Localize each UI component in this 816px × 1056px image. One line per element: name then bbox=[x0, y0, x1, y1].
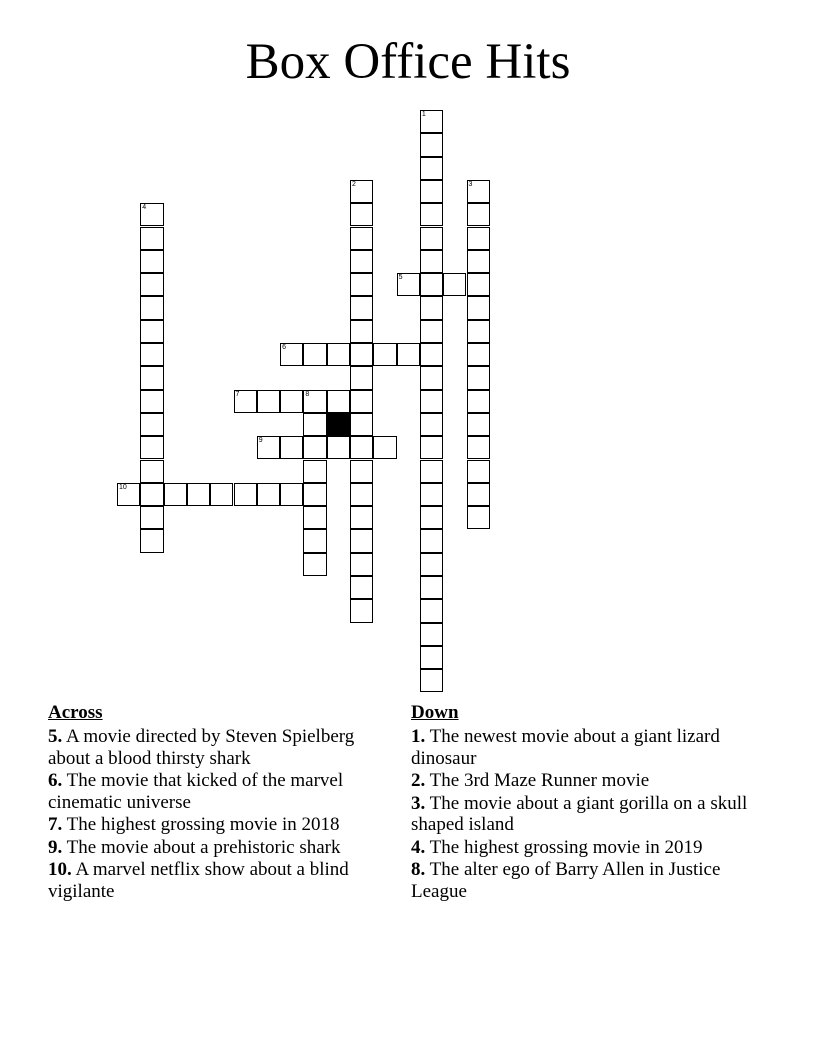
grid-cell[interactable] bbox=[140, 296, 163, 319]
grid-cell[interactable] bbox=[350, 553, 373, 576]
grid-cell[interactable] bbox=[117, 483, 140, 506]
grid-cell[interactable] bbox=[187, 483, 210, 506]
clue-text: The highest grossing movie in 2019 bbox=[429, 836, 703, 858]
grid-cell[interactable] bbox=[303, 483, 326, 506]
grid-cell[interactable] bbox=[350, 529, 373, 552]
clue-number: 2. bbox=[411, 770, 426, 791]
grid-cell[interactable] bbox=[420, 390, 443, 413]
clue-number-label: 10 bbox=[119, 483, 127, 491]
clue-number: 1. bbox=[411, 726, 426, 747]
clue-number: 8. bbox=[411, 859, 426, 880]
clue-across-9 bbox=[48, 837, 378, 859]
clue-text: The alter ego of Barry Allen in Justice League bbox=[411, 859, 721, 902]
grid-cell[interactable] bbox=[420, 646, 443, 669]
grid-cell[interactable] bbox=[140, 366, 163, 389]
grid-cell[interactable] bbox=[467, 366, 490, 389]
grid-cell[interactable] bbox=[350, 343, 373, 366]
clue-down-8 bbox=[411, 859, 751, 902]
grid-cell[interactable] bbox=[164, 483, 187, 506]
grid-cell[interactable] bbox=[140, 343, 163, 366]
grid-cell[interactable] bbox=[234, 390, 257, 413]
clue-number: 6. bbox=[48, 770, 63, 791]
grid-cell[interactable] bbox=[467, 460, 490, 483]
grid-cell[interactable] bbox=[420, 366, 443, 389]
grid-cell[interactable] bbox=[467, 180, 490, 203]
grid-cell[interactable] bbox=[303, 413, 326, 436]
clue-number-label: 3 bbox=[468, 180, 473, 188]
clue-down-1 bbox=[411, 726, 751, 769]
grid-cell[interactable] bbox=[420, 669, 443, 692]
grid-cell[interactable] bbox=[257, 390, 280, 413]
grid-cell[interactable] bbox=[350, 390, 373, 413]
clue-number: 9. bbox=[48, 836, 63, 858]
grid-cell[interactable] bbox=[140, 483, 163, 506]
clue-number-label: 2 bbox=[352, 180, 356, 188]
grid-cell[interactable] bbox=[443, 273, 466, 296]
grid-cell[interactable] bbox=[420, 250, 443, 273]
clue-text: The highest grossing movie in 2018 bbox=[66, 814, 340, 835]
clue-number: 10. bbox=[48, 859, 72, 880]
grid-cell[interactable] bbox=[420, 296, 443, 319]
clue-across-10 bbox=[48, 859, 378, 902]
grid-cell[interactable] bbox=[280, 483, 303, 506]
grid-cell[interactable] bbox=[350, 180, 373, 203]
grid-cell[interactable] bbox=[327, 390, 350, 413]
grid-cell[interactable] bbox=[350, 320, 373, 343]
grid-cell[interactable] bbox=[467, 296, 490, 319]
grid-cell[interactable] bbox=[303, 553, 326, 576]
grid-cell[interactable] bbox=[420, 320, 443, 343]
grid-cell[interactable] bbox=[140, 203, 163, 226]
grid-cell[interactable] bbox=[420, 203, 443, 226]
grid-cell[interactable] bbox=[303, 390, 326, 413]
grid-cell[interactable] bbox=[280, 436, 303, 459]
grid-cell[interactable] bbox=[350, 483, 373, 506]
clue-number-label: 4 bbox=[142, 204, 147, 212]
grid-cell[interactable] bbox=[420, 180, 443, 203]
grid-cell[interactable] bbox=[140, 273, 163, 296]
grid-cell[interactable] bbox=[303, 506, 326, 529]
clue-down-2 bbox=[411, 770, 751, 792]
grid-cell[interactable] bbox=[280, 390, 303, 413]
grid-cell[interactable] bbox=[327, 343, 350, 366]
grid-cell[interactable] bbox=[140, 529, 163, 552]
clue-down-3 bbox=[411, 793, 751, 836]
grid-cell[interactable] bbox=[420, 460, 443, 483]
grid-cell[interactable] bbox=[420, 576, 443, 599]
clue-text: A movie directed by Steven Spielberg about a blood thirsty shark bbox=[48, 726, 355, 769]
clue-number: 7. bbox=[48, 814, 63, 835]
grid-cell[interactable] bbox=[257, 483, 280, 506]
clue-number-label: 1 bbox=[421, 111, 426, 118]
grid-cell[interactable] bbox=[373, 436, 396, 459]
across-clues bbox=[48, 702, 378, 903]
grid-cell[interactable] bbox=[467, 273, 490, 296]
grid-cell[interactable] bbox=[467, 227, 490, 250]
page-title: Box Office Hits bbox=[245, 34, 571, 90]
across-heading: Across bbox=[48, 702, 103, 723]
grid-cell[interactable] bbox=[420, 110, 443, 133]
grid-cell[interactable] bbox=[420, 599, 443, 622]
clue-across-7 bbox=[48, 814, 378, 836]
grid-cell[interactable] bbox=[420, 133, 443, 156]
grid-cell[interactable] bbox=[420, 436, 443, 459]
down-clues bbox=[411, 702, 751, 903]
grid-cell[interactable] bbox=[140, 506, 163, 529]
clue-number: 5. bbox=[48, 726, 63, 747]
down-heading: Down bbox=[411, 702, 459, 723]
grid-cell[interactable] bbox=[420, 273, 443, 296]
grid-cell[interactable] bbox=[350, 203, 373, 226]
clue-down-4 bbox=[411, 837, 751, 859]
clue-number-label: 9 bbox=[258, 437, 263, 445]
grid-cell[interactable] bbox=[420, 227, 443, 250]
grid-cell[interactable] bbox=[467, 203, 490, 226]
grid-cell[interactable] bbox=[420, 506, 443, 529]
grid-cell[interactable] bbox=[420, 529, 443, 552]
grid-cell[interactable] bbox=[257, 436, 280, 459]
clue-text: A marvel netflix show about a blind vigilante bbox=[48, 859, 349, 902]
clue-text: The newest movie about a giant lizard dinosaur bbox=[411, 726, 720, 769]
grid-cell[interactable] bbox=[397, 273, 420, 296]
grid-cell[interactable] bbox=[234, 483, 257, 506]
grid-cell[interactable] bbox=[467, 320, 490, 343]
clue-text: The movie that kicked of the marvel cinematic universe bbox=[48, 770, 344, 813]
grid-cell[interactable] bbox=[140, 320, 163, 343]
grid-cell[interactable] bbox=[420, 483, 443, 506]
grid-cell[interactable] bbox=[350, 506, 373, 529]
grid-cell[interactable] bbox=[420, 623, 443, 646]
grid-cell[interactable] bbox=[303, 436, 326, 459]
clue-number-label: 5 bbox=[398, 274, 403, 282]
clue-text: The movie about a giant gorilla on a skull shaped island bbox=[411, 792, 748, 835]
grid-cell[interactable] bbox=[350, 250, 373, 273]
grid-cell[interactable] bbox=[373, 343, 396, 366]
grid-cell[interactable] bbox=[467, 506, 490, 529]
grid-cell[interactable] bbox=[140, 227, 163, 250]
grid-cell[interactable] bbox=[140, 250, 163, 273]
grid-cell[interactable] bbox=[350, 413, 373, 436]
grid-cell[interactable] bbox=[467, 436, 490, 459]
grid-cell[interactable] bbox=[350, 296, 373, 319]
grid-cell[interactable] bbox=[350, 436, 373, 459]
grid-cell[interactable] bbox=[140, 436, 163, 459]
clue-number: 4. bbox=[411, 836, 426, 858]
grid-cell[interactable] bbox=[467, 483, 490, 506]
grid-cell[interactable] bbox=[327, 436, 350, 459]
clue-text: The 3rd Maze Runner movie bbox=[429, 770, 650, 791]
grid-cell[interactable] bbox=[350, 273, 373, 296]
grid-cell[interactable] bbox=[280, 343, 303, 366]
clue-number-label: 8 bbox=[305, 390, 310, 398]
grid-cell[interactable] bbox=[467, 250, 490, 273]
grid-cell[interactable] bbox=[350, 576, 373, 599]
grid-cell[interactable] bbox=[397, 343, 420, 366]
grid-cell[interactable] bbox=[467, 390, 490, 413]
clue-across-5 bbox=[48, 726, 378, 769]
grid-cell[interactable] bbox=[467, 343, 490, 366]
grid-cell[interactable] bbox=[420, 553, 443, 576]
grid-cell[interactable] bbox=[140, 413, 163, 436]
grid-cell[interactable] bbox=[420, 413, 443, 436]
grid-cell[interactable] bbox=[350, 227, 373, 250]
grid-cell[interactable] bbox=[303, 343, 326, 366]
clue-across-6 bbox=[48, 770, 378, 813]
grid-cell[interactable] bbox=[303, 529, 326, 552]
grid-cell[interactable] bbox=[210, 483, 233, 506]
grid-cell[interactable] bbox=[350, 366, 373, 389]
clue-number-label: 7 bbox=[235, 390, 240, 398]
grid-cell[interactable] bbox=[350, 599, 373, 622]
grid-cell[interactable] bbox=[140, 460, 163, 483]
grid-cell[interactable] bbox=[467, 413, 490, 436]
clue-text: The movie about a prehistoric shark bbox=[66, 836, 341, 858]
black-cell bbox=[327, 413, 350, 436]
clue-number-label: 6 bbox=[282, 344, 286, 351]
grid-cell[interactable] bbox=[303, 460, 326, 483]
grid-cell[interactable] bbox=[420, 157, 443, 180]
grid-cell[interactable] bbox=[350, 460, 373, 483]
clue-number: 3. bbox=[411, 792, 426, 814]
grid-cell[interactable] bbox=[420, 343, 443, 366]
grid-cell[interactable] bbox=[140, 390, 163, 413]
